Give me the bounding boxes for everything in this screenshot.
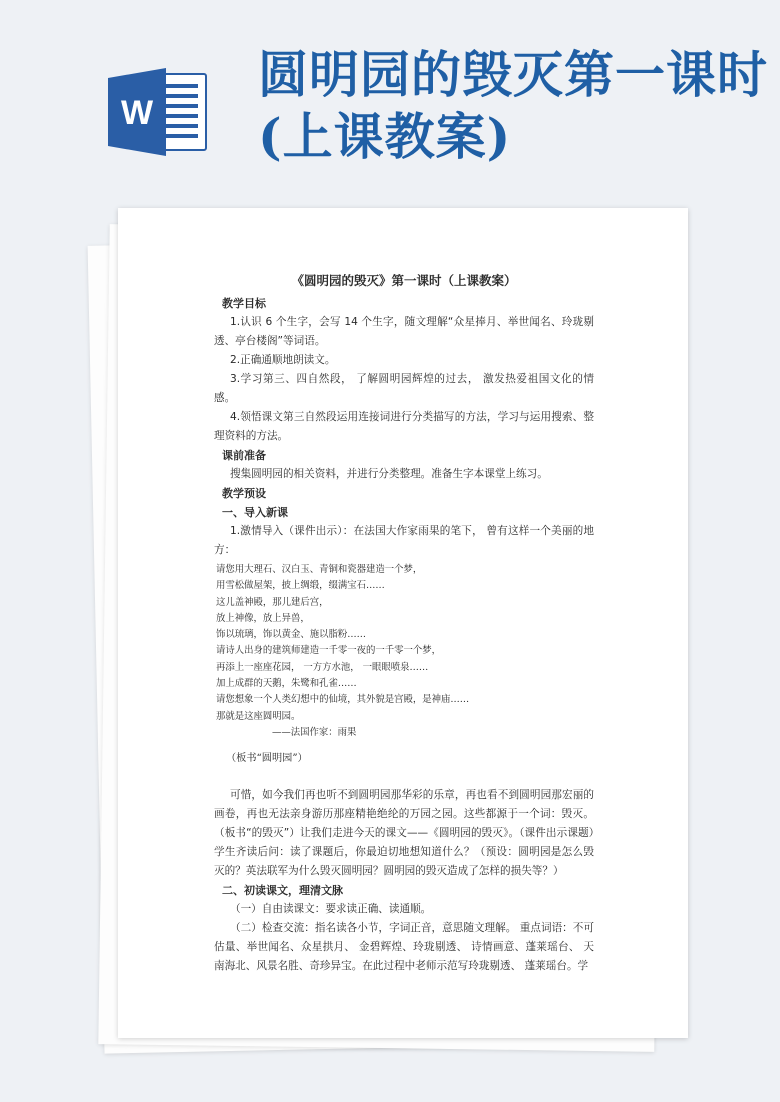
heading-goals: 教学目标 — [222, 297, 266, 310]
goal-3: 3.学习第三、四自然段， 了解圆明园辉煌的过去， 激发热爱祖国文化的情感。 — [214, 373, 594, 404]
poem-line: 这儿盖神殿，那儿建后宫， — [216, 596, 329, 608]
poem-line: 加上成群的天鹅，朱鹭和孔雀…… — [216, 678, 357, 690]
poem-line: 请您用大理石、汉白玉、青铜和瓷器建造一个梦， — [216, 564, 423, 575]
regret-paragraph: 可惜，如今我们再也听不到圆明园那华彩的乐章，再也看不到圆明园那宏丽的画卷，再也无法亲身游历那座精艳绝纶的万园之园。这些都源于一个词：毁灭。（板书“的毁灭”）让我们走进今天的课文——《圆明园的毁灭》。（课件出示课题）学生齐读后问：读了课题后，你最迫切地想知道什么？（预设：圆明园是怎么毁灭的？英法联军为什么毁灭圆明园？圆明园的毁灭造成了怎样的损失等？） — [214, 789, 594, 878]
poem-line: 请诗人出身的建筑师建造一千零一夜的一千零一个梦， — [216, 645, 442, 657]
poem-attribution: ——法国作家：雨果 — [272, 726, 357, 738]
goal-2: 2.正确通顺地朗读文。 — [230, 354, 336, 366]
poem-line: 放上神像，放上异兽， — [216, 612, 310, 624]
lesson-title: 《圆明园的毁灭》第一课时（上课教案） — [291, 273, 517, 288]
heading-plan: 教学预设 — [222, 487, 266, 500]
quoted-poem — [214, 562, 594, 741]
board-note: （板书“圆明园”） — [226, 753, 308, 765]
document-content — [214, 272, 594, 976]
intro-text: 1.激情导入（课件出示）：在法国大作家雨果的笔下， 曾有这样一个美丽的地方： — [214, 525, 594, 556]
poem-line: 请您想象一个人类幻想中的仙境，其外貌是宫殿，是神庙…… — [216, 694, 470, 706]
step-2: （二）检查交流：指名读各小节，字词正音，意思随文理解。 重点词语：不可估量、举世闻名、众星拱月、 金碧辉煌、玲珑剔透、 诗情画意、蓬莱瑶台、 天南海北、风景名胜、奇珍异宝。在此过程中老师示范写玲珑剔透、 蓬莱瑶台。学 — [214, 922, 594, 973]
poem-line: 用雪松做屋架，披上绸缎，缀满宝石…… — [216, 580, 385, 592]
goal-1: 1.认识 6 个生字，会写 14 个生字，随文理解“众星捧月、举世闻名、玲珑剔透、亭台楼阁”等词语。 — [214, 316, 594, 347]
word-document-icon — [108, 68, 208, 156]
poem-line: 饰以琉璃，饰以黄金、施以脂粉…… — [216, 629, 367, 641]
poem-line: 那就是这座圆明园。 — [216, 710, 301, 722]
step-1: （一）自由读课文：要求读正确、读通顺。 — [230, 903, 432, 916]
poem-line: 再添上一座座花园， 一方方水池， 一眼眼喷泉…… — [216, 661, 429, 673]
word-icon-letter: W — [120, 94, 154, 132]
heading-prep: 课前准备 — [222, 449, 266, 462]
heading-part2: 二、初读课文，理清文脉 — [222, 884, 343, 898]
document-banner-title: 圆明园的毁灭第一课时(上课教案) — [258, 45, 768, 166]
goal-4: 4.领悟课文第三自然段运用连接词进行分类描写的方法，学习与运用搜索、整理资料的方法。 — [214, 411, 594, 442]
document-page — [118, 208, 688, 1038]
prep-text: 搜集圆明园的相关资料，并进行分类整理。准备生字本课堂上练习。 — [230, 468, 548, 480]
banner — [0, 0, 780, 200]
heading-part1: 一、导入新课 — [222, 506, 288, 519]
